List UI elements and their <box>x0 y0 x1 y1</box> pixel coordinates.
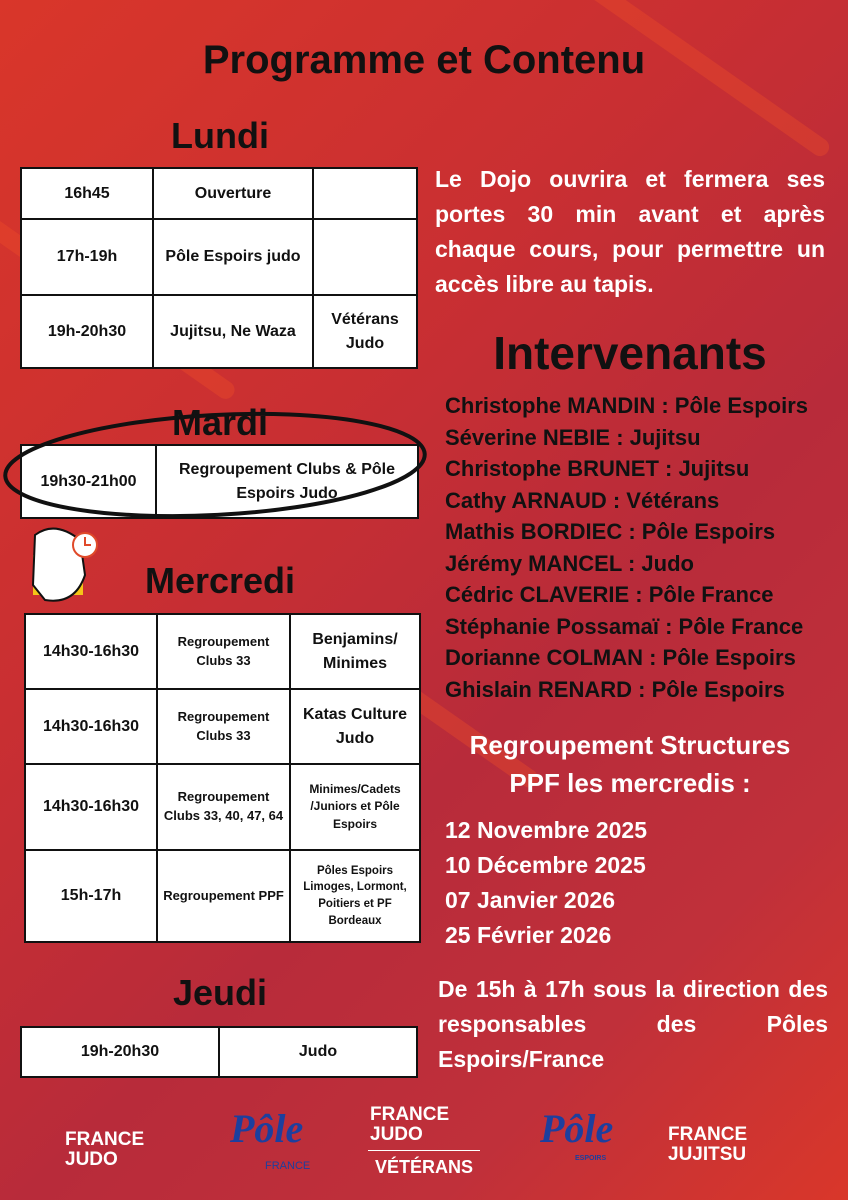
cell: Ouverture <box>153 168 313 219</box>
pole-france-sub: FRANCE <box>265 1160 311 1172</box>
list-item: Ghislain RENARD : Pôle Espoirs <box>445 676 785 702</box>
date-item: 12 Novembre 2025 <box>445 817 648 843</box>
cell: Katas Culture Judo <box>290 689 420 764</box>
table-row <box>21 219 417 295</box>
list-item: Séverine NEBIE : Jujitsu <box>445 424 701 450</box>
jeudi-heading: Jeudi <box>172 972 268 1013</box>
cell: 14h30-16h30 <box>25 614 157 689</box>
circle-highlight <box>0 385 440 535</box>
heading-line: Regroupement Structures <box>469 730 791 760</box>
france-jujitsu-logo: FRANCE JUJITSU <box>668 1124 748 1165</box>
cell: Pôle Espoirs judo <box>153 219 313 295</box>
cell: 16h45 <box>21 168 153 219</box>
table-row <box>25 614 420 689</box>
cell: 19h30-21h00 <box>21 445 156 518</box>
cell: 15h-17h <box>25 850 157 942</box>
date-item: 07 Janvier 2026 <box>445 887 616 913</box>
cell: Regroupement Clubs 33 <box>157 689 290 764</box>
cell: Vétérans Judo <box>313 295 417 368</box>
hand-clock-icon <box>25 515 105 610</box>
cell: 19h-20h30 <box>21 295 153 368</box>
list-item: Dorianne COLMAN : Pôle Espoirs <box>445 645 796 670</box>
date-item: 25 Février 2026 <box>445 922 612 948</box>
france-judo-logo: FRANCE JUDO <box>65 1129 145 1170</box>
veterans-label: VÉTÉRANS <box>368 1150 480 1178</box>
mercredi-heading: Mercredi <box>144 560 296 601</box>
list-item: Cédric CLAVERIE : Pôle France <box>445 582 774 607</box>
cell: Benjamins/ Minimes <box>290 614 420 689</box>
table-row <box>21 295 417 368</box>
pole-espoirs-logo: Pôle <box>540 1106 614 1151</box>
cell: 14h30-16h30 <box>25 689 157 764</box>
cell: 19h-20h30 <box>21 1027 219 1077</box>
date-item: 10 Décembre 2025 <box>445 852 646 878</box>
lundi-heading: Lundi <box>171 115 269 156</box>
mercredi-table <box>24 613 421 943</box>
regroupement-note: De 15h à 17h sous la direction des responsables des Pôles Espoirs/France <box>438 976 828 1072</box>
list-item: Christophe MANDIN : Pôle Espoirs <box>445 393 809 418</box>
pole-espoirs-sub: ESPOIRS <box>575 1155 607 1162</box>
cell: Minimes/Cadets /Juniors et Pôle Espoirs <box>290 764 420 850</box>
list-item: Cathy ARNAUD : Vétérans <box>445 487 720 513</box>
regroupement-heading <box>430 726 830 802</box>
cell: Regroupement Clubs & Pôle Espoirs Judo <box>156 445 418 518</box>
table-row <box>25 689 420 764</box>
dates-list <box>445 813 647 953</box>
cell: Regroupement Clubs 33 <box>157 614 290 689</box>
cell: Regroupement Clubs 33, 40, 47, 64 <box>157 764 290 850</box>
cell: 14h30-16h30 <box>25 764 157 850</box>
cell <box>313 219 417 295</box>
list-item: Stéphanie Possamaï : Pôle France <box>445 613 804 639</box>
cell: Jujitsu, Ne Waza <box>153 295 313 368</box>
list-item: Christophe BRUNET : Jujitsu <box>445 456 750 481</box>
cell: Regroupement PPF <box>157 850 290 942</box>
table-row <box>21 1027 417 1077</box>
table-row <box>25 764 420 850</box>
jeudi-table <box>20 1026 418 1078</box>
heading-line: PPF les mercredis : <box>509 768 751 798</box>
pole-france-logo: Pôle <box>230 1106 304 1151</box>
cell: Judo <box>219 1027 417 1077</box>
table-row <box>25 850 420 942</box>
cell: Pôles Espoirs Limoges, Lormont, Poitiers et PF Bordeaux <box>290 850 420 942</box>
cell: 17h-19h <box>21 219 153 295</box>
page-title: Programme et Contenu <box>202 38 646 82</box>
table-row <box>21 168 417 219</box>
mardi-heading: Mardi <box>171 402 268 443</box>
list-item: Mathis BORDIEC : Pôle Espoirs <box>445 519 776 544</box>
veterans-logo-top: FRANCE JUDO <box>370 1104 450 1145</box>
intervenants-list <box>445 390 808 705</box>
lundi-table <box>20 167 418 369</box>
intervenants-heading: Intervenants <box>493 327 767 379</box>
dojo-text: Le Dojo ouvrira et fermera ses portes 30 min avant et après chaque cours, pour permettre un accès libre au tapis. <box>435 166 825 297</box>
list-item: Jérémy MANCEL : Judo <box>445 550 694 576</box>
cell <box>313 168 417 219</box>
